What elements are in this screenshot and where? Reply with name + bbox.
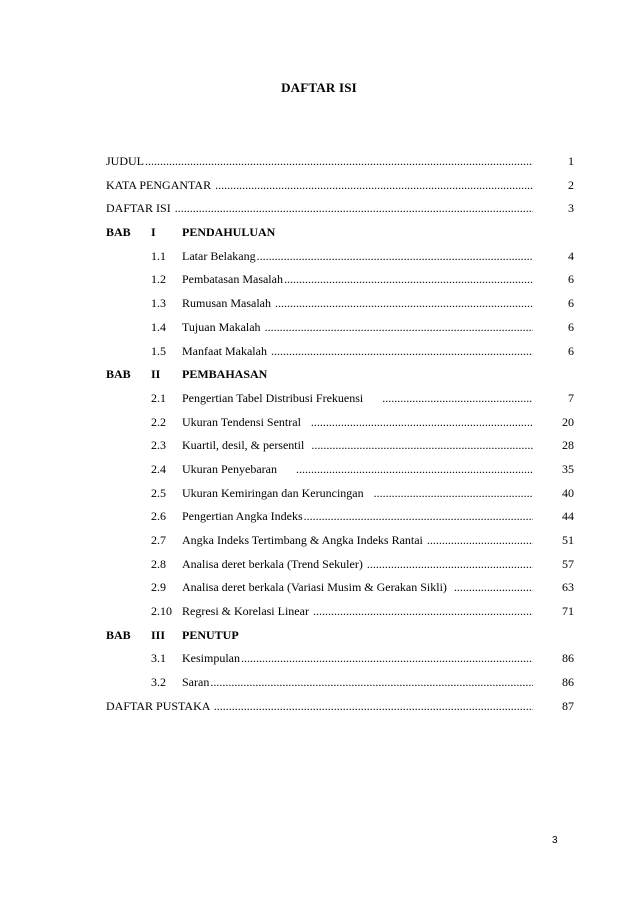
chapter-title: PEMBAHASAN (182, 367, 268, 382)
toc-entry-2-9 (106, 579, 574, 603)
chapter-heading-3 (106, 627, 574, 651)
toc-entry-page: 87 (562, 698, 574, 713)
table-of-contents (106, 153, 574, 722)
section-number: 1.4 (151, 319, 166, 334)
dot-leader (284, 271, 533, 287)
toc-entry-label: Ukuran Tendensi Sentral (182, 414, 310, 429)
toc-entry-2-5 (106, 485, 574, 509)
dot-leader (382, 390, 533, 406)
toc-entry-page: 35 (562, 461, 574, 476)
toc-entry-2-3 (106, 437, 574, 461)
toc-entry-page: 20 (562, 414, 574, 429)
toc-entry-page: 28 (562, 438, 574, 453)
section-number: 1.2 (151, 272, 166, 287)
toc-entry-2-10 (106, 603, 574, 627)
toc-entry-page: 57 (562, 556, 574, 571)
toc-entry-3-2 (106, 674, 574, 698)
chapter-roman-numeral: I (151, 225, 156, 240)
toc-entry-2-7 (106, 532, 574, 556)
dot-leader (210, 674, 533, 690)
dot-leader (175, 200, 533, 216)
toc-entry-1-1 (106, 248, 574, 272)
dot-leader (374, 485, 533, 501)
toc-entry-2-2 (106, 414, 574, 438)
dot-leader (214, 698, 533, 714)
section-number: 1.5 (151, 343, 166, 358)
dot-leader (296, 461, 533, 477)
toc-entry-page: 86 (562, 651, 574, 666)
section-number: 1.1 (151, 248, 166, 263)
toc-entry-page: 63 (562, 580, 574, 595)
chapter-bab-label: BAB (106, 225, 131, 240)
toc-entry-page: 6 (568, 343, 574, 358)
dot-leader (271, 343, 533, 359)
section-number: 2.9 (151, 580, 166, 595)
chapter-bab-label: BAB (106, 627, 131, 642)
dot-leader (367, 556, 533, 572)
toc-entry-label: Pembatasan Masalah (182, 272, 283, 287)
page-title: DAFTAR ISI (281, 80, 357, 95)
section-number: 3.2 (151, 675, 166, 690)
toc-entry-2-8 (106, 556, 574, 580)
dot-leader (454, 579, 533, 595)
toc-entry-1-4 (106, 319, 574, 343)
toc-entry-3-1 (106, 650, 574, 674)
toc-entry-page: 40 (562, 485, 574, 500)
dot-leader (275, 295, 533, 311)
dot-leader (257, 248, 533, 264)
toc-entry-label: DAFTAR ISI (106, 201, 174, 216)
toc-entry-page: 6 (568, 272, 574, 287)
section-number: 2.6 (151, 509, 166, 524)
toc-entry-label: Latar Belakang (182, 248, 256, 263)
toc-entry-page: 6 (568, 296, 574, 311)
dot-leader (145, 153, 533, 169)
section-number: 2.10 (151, 604, 172, 619)
toc-entry-1-3 (106, 295, 574, 319)
dot-leader (427, 532, 533, 548)
toc-entry-page: 1 (568, 154, 574, 168)
toc-entry-page: 51 (562, 533, 574, 547)
toc-entry-2-4 (106, 461, 574, 485)
section-number: 2.4 (151, 461, 166, 476)
section-number: 2.3 (151, 438, 166, 453)
toc-entry-label: Saran (182, 675, 210, 690)
toc-entry-2-6 (106, 508, 574, 532)
chapter-roman-numeral: II (151, 367, 161, 382)
toc-entry-label: Manfaat Makalah (182, 343, 270, 358)
section-number: 2.7 (151, 533, 166, 547)
toc-entry-1-2 (106, 271, 574, 295)
toc-entry-page: 7 (568, 390, 574, 405)
toc-entry-page: 86 (562, 675, 574, 690)
toc-entry-label: Ukuran Penyebaran (182, 461, 295, 476)
toc-entry-label: Kuartil, desil, & persentil (182, 438, 311, 453)
toc-entry-label: Pengertian Tabel Distribusi Frekuensi (182, 390, 382, 405)
toc-entry-page: 6 (568, 319, 574, 334)
toc-entry-label: Analisa deret berkala (Trend Sekuler) (182, 556, 366, 571)
toc-entry-page: 44 (562, 509, 574, 524)
dot-leader (265, 319, 533, 335)
toc-entry-label: DAFTAR PUSTAKA (106, 698, 213, 713)
toc-entry-label: Regresi & Korelasi Linear (182, 604, 312, 619)
toc-entry-label: Kesimpulan (182, 651, 240, 666)
toc-entry-label: KATA PENGANTAR (106, 177, 215, 192)
section-number: 2.2 (151, 414, 166, 429)
chapter-title: PENDAHULUAN (182, 225, 276, 240)
chapter-roman-numeral: III (151, 627, 166, 642)
section-number: 2.5 (151, 485, 166, 500)
chapter-title: PENUTUP (182, 627, 239, 642)
toc-entry-page: 2 (568, 177, 574, 192)
toc-entry-2-1 (106, 390, 574, 414)
toc-entry-judul (106, 153, 574, 177)
chapter-heading-1 (106, 224, 574, 248)
toc-entry-label: Angka Indeks Tertimbang & Angka Indeks Rantai (182, 533, 426, 547)
toc-entry-page: 71 (562, 604, 574, 619)
toc-entry-kata-pengantar (106, 177, 574, 201)
toc-entry-label: Rumusan Masalah (182, 296, 274, 311)
dot-leader (313, 603, 533, 619)
dot-leader (215, 177, 533, 193)
toc-entry-label: Ukuran Kemiringan dan Keruncingan (182, 485, 373, 500)
toc-entry-1-5 (106, 343, 574, 367)
toc-entry-daftar-pustaka (106, 698, 574, 722)
toc-entry-daftar-isi (106, 200, 574, 224)
section-number: 2.1 (151, 390, 166, 405)
dot-leader (241, 650, 533, 666)
section-number: 2.8 (151, 556, 166, 571)
dot-leader (304, 508, 533, 524)
toc-entry-page: 4 (568, 248, 574, 263)
toc-entry-page: 3 (568, 201, 574, 216)
dot-leader (311, 437, 533, 453)
toc-entry-label: Pengertian Angka Indeks (182, 509, 303, 524)
toc-entry-label: Tujuan Makalah (182, 319, 264, 334)
page-number: 3 (552, 835, 558, 846)
chapter-heading-2 (106, 366, 574, 390)
toc-entry-label: JUDUL (106, 154, 144, 168)
toc-entry-label: Analisa deret berkala (Variasi Musim & Gerakan Sikli) (182, 580, 453, 595)
dot-leader (311, 414, 533, 430)
section-number: 3.1 (151, 651, 166, 666)
section-number: 1.3 (151, 296, 166, 311)
chapter-bab-label: BAB (106, 367, 131, 382)
